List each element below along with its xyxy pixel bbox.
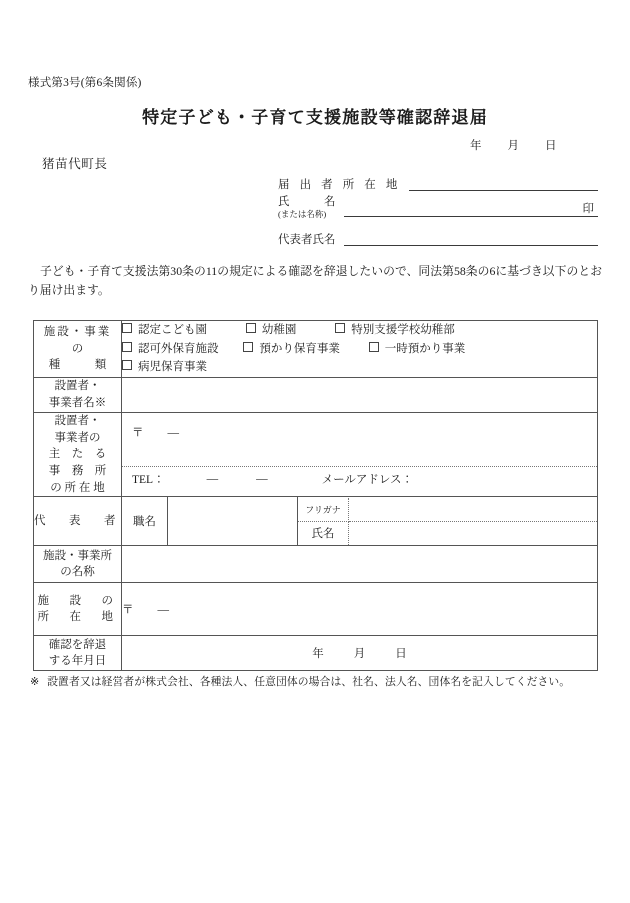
addressee: 猪苗代町長: [42, 157, 108, 171]
submitter-address-row: [278, 174, 598, 197]
footnote-text: 設置者又は経営者が株式会社、各種法人、任意団体の場合は、社名、法人名、団体名を記入してください。: [47, 676, 571, 688]
checkbox-option-ninteikodomoen[interactable]: 認定こども園: [122, 321, 207, 340]
date-year-label: 年: [470, 140, 482, 152]
postal-code-icon: 〒: [122, 604, 134, 617]
decline-date-label: 確認を辞退 する年月日: [34, 636, 122, 671]
representative-position-label: 職名: [122, 497, 168, 546]
decline-day-label: 日: [395, 648, 407, 661]
submitter-name-input[interactable]: [344, 202, 599, 217]
decline-month-label: 月: [353, 648, 366, 661]
checkbox-icon[interactable]: [122, 360, 132, 370]
email-label: メールアドレス：: [321, 474, 414, 487]
table-row-operator-name: [34, 377, 598, 412]
postal-code-dash: —: [157, 604, 169, 617]
statement-paragraph: 子ども・子育て支援法第30条の11の規定による確認を辞退したいので、同法第58条の6に基づき以下のとおり届け出ます。: [28, 264, 602, 298]
checkbox-option-ichijiazukari[interactable]: 一時預かり事業: [369, 340, 466, 359]
representative-position-input[interactable]: [168, 497, 298, 546]
operator-name-label: 設置者・ 事業者名※: [34, 377, 122, 412]
form-table: [33, 320, 598, 671]
tel-dash-2: —: [256, 473, 268, 486]
table-row-decline-date: [34, 636, 598, 671]
checkbox-icon[interactable]: [243, 342, 253, 352]
facility-address-input[interactable]: [122, 583, 598, 636]
seal-mark: 印: [582, 202, 594, 215]
footnote: [30, 674, 605, 689]
checkbox-icon[interactable]: [122, 342, 132, 352]
checkbox-icon[interactable]: [122, 323, 132, 333]
checkbox-option-ninkagaihoiku[interactable]: 認可外保育施設: [122, 340, 219, 359]
submitter-name-row: [278, 196, 598, 223]
submission-date-line: [470, 137, 590, 153]
submitter-representative-row: [278, 229, 598, 252]
form-number: 様式第3号(第6条関係): [28, 77, 142, 89]
checkbox-option-byoujihoiku[interactable]: 病児保育事業: [122, 358, 207, 377]
submitter-name-label: 氏 名: [278, 196, 336, 208]
submitter-address-label: 届 出 者 所 在 地: [278, 178, 401, 191]
footnote-mark: ※: [30, 676, 40, 688]
checkbox-icon[interactable]: [335, 323, 345, 333]
decline-year-label: 年: [312, 648, 324, 661]
operator-address-input[interactable]: [122, 420, 597, 467]
checkbox-option-youchien[interactable]: 幼稚園: [246, 321, 297, 340]
representative-name-label: 氏名: [298, 521, 349, 545]
checkbox-option-azukarihoiku[interactable]: 預かり保育事業: [243, 340, 340, 359]
facility-name-label: 施設・事業所 の名称: [34, 546, 122, 583]
operator-address-label: 設置者・ 事業者の 主 た る 事 務 所 の 所 在 地: [34, 412, 122, 496]
facility-type-options: [122, 321, 598, 378]
table-row-facility-name: [34, 546, 598, 583]
table-row-facility-type: [34, 321, 598, 378]
checkbox-option-tokubetsushien[interactable]: 特別支援学校幼稚部: [335, 321, 455, 340]
tel-dash-1: —: [206, 473, 219, 486]
table-row-operator-address: [34, 412, 598, 496]
submitter-representative-input[interactable]: [344, 244, 599, 246]
furigana-label: フリガナ: [298, 498, 349, 522]
operator-contact-row: [122, 467, 597, 489]
page-title: 特定子ども・子育て支援施設等確認辞退届: [142, 108, 488, 127]
operator-address-cell: [122, 412, 598, 496]
postal-code-icon: 〒: [132, 427, 144, 440]
furigana-input[interactable]: [349, 498, 598, 522]
representative-name-input[interactable]: [349, 521, 598, 545]
checkbox-icon[interactable]: [369, 342, 379, 352]
table-row-representative: [34, 497, 598, 546]
submitter-name-sub-label: (または名称): [278, 209, 327, 220]
submitter-representative-label: 代表者氏名: [278, 233, 336, 246]
tel-label: TEL：: [132, 474, 165, 487]
operator-name-input[interactable]: [122, 377, 598, 412]
decline-date-input[interactable]: [122, 636, 598, 671]
facility-name-input[interactable]: [122, 546, 598, 583]
checkbox-icon[interactable]: [246, 323, 256, 333]
representative-name-cell: [298, 497, 598, 546]
facility-address-label: 施 設 の 所 在 地: [34, 583, 122, 636]
date-month-label: 月: [507, 140, 519, 152]
date-day-label: 日: [545, 140, 557, 152]
postal-code-dash: —: [167, 427, 179, 440]
facility-type-label: 施設・事業 の 種 類: [34, 321, 122, 378]
table-row-facility-address: [34, 583, 598, 636]
submitter-address-input[interactable]: [409, 189, 598, 191]
representative-label: 代 表 者: [34, 497, 122, 546]
